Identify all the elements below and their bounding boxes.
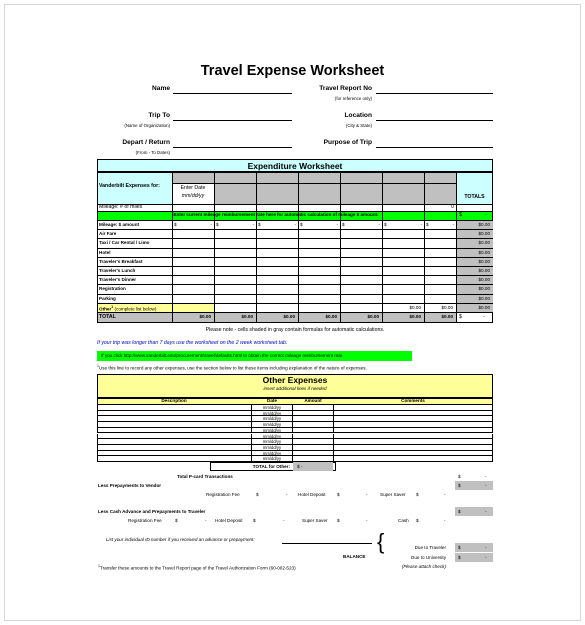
cash-dash: - [444,518,446,523]
due-traveler-dollar: $ [458,545,461,550]
row-total-value: $0.00 [478,240,490,246]
page-title: Travel Expense Worksheet [200,63,385,79]
grand-total-dash: - [483,314,485,320]
column-total-value: $0.00 [199,314,211,319]
prepay-hotel-dash: - [366,492,368,497]
depart-return-sub: (From - To Dates) [135,150,170,155]
other-total-value: $ - [297,464,303,469]
other-date-cell[interactable]: mm/dd/yy [251,451,293,457]
advance-registration-dollar: $ [175,518,178,523]
mileage-amount-cell: $ - [216,222,254,227]
advance-hotel-label: Hotel Deposit [215,518,243,523]
mileage-zero: 0 [451,204,454,210]
location-sub: (City & State) [345,123,372,128]
trip-to-label: Trip To [148,112,170,119]
enter-date-label: Enter Date [180,185,206,191]
other-date-cell[interactable]: mm/dd/yy [251,456,293,462]
due-university-dash: - [485,555,487,560]
other-date-cell[interactable]: mm/dd/yy [251,445,293,451]
advance-hotel-dash: - [283,518,285,523]
row-total-value: $0.00 [478,268,490,273]
pcard-dash: - [485,474,487,479]
travel-report-field[interactable] [376,93,493,94]
prepay-hotel-dollar: $ [337,492,340,497]
other-date-cell[interactable]: mm/dd/yy [251,405,293,411]
other-row-amount: $0.00 [409,304,421,310]
name-field[interactable] [173,93,292,94]
other-date-cell[interactable]: mm/dd/yy [251,411,293,417]
total-label: TOTAL [99,314,116,320]
column-total-value: $0.00 [283,314,295,319]
row-total-value: $0.00 [478,231,490,237]
prepay-saver-dash: - [444,492,446,497]
expenditure-worksheet [97,159,493,323]
prepay-hotel-label: Hotel Deposit [298,492,326,497]
expense-row-label: Hotel [99,249,111,255]
advance-dollar: $ [458,509,461,514]
date-header-cell[interactable] [256,183,298,204]
date-format-label: mm/dd/yy [181,193,205,199]
due-university-dollar: $ [458,555,461,560]
other-date-cell[interactable]: mm/dd/yy [251,422,293,428]
mileage-amount-cell: $ - [174,222,212,227]
col-amount: Amount [304,398,322,403]
due-university-label: Due to University [411,555,446,560]
expense-row-label: Other$^1$ (complete list below) [99,304,157,312]
prepay-dollar: $ [458,483,461,488]
travel-report-label: Travel Report No [319,85,372,92]
column-total-value: $0.00 [409,314,421,319]
column-total-value: $0.00 [441,314,453,319]
trip-to-field[interactable] [173,120,292,121]
date-header-cell[interactable] [382,183,424,204]
depart-return-label: Depart / Return [122,139,170,146]
cash-dollar: $ [416,518,419,523]
expense-row-label: Traveler's Breakfast [99,258,143,264]
mileage-miles-label: Mileage: # of miles [99,204,143,210]
column-total-value: $0.00 [367,314,379,319]
date-header-cell[interactable] [424,183,456,204]
expense-row-label: Traveler's Lunch [99,268,136,273]
name-label: Name [152,85,170,92]
grand-total-dollar: $ [459,314,462,320]
rate-dash: - [485,212,487,218]
depart-return-field[interactable] [173,147,292,148]
trip-to-sub: (Name of Organization) [124,123,170,128]
vanderbilt-label: Vanderbilt Expenses for: [99,183,160,189]
column-total-value: $0.00 [325,314,337,319]
row-total-value: $0.00 [478,277,490,283]
advance-hotel-dollar: $ [253,518,256,523]
advance-saver-dollar: $ [337,518,340,523]
pcard-label: Total P-card Transactions [177,474,233,479]
mileage-amount-cell: $ - [258,222,296,227]
location-label: Location [344,112,372,119]
id-field[interactable] [282,543,372,544]
col-description: Description [161,398,187,403]
transfer-note: $^1$Transfer these amounts to the Travel Report page of the Travel Authorization Form (60-002-523) [98,564,296,571]
row-total-value: $0.00 [478,286,490,292]
cash-advance-label: Less Cash Advance and Prepayments to Traveler [98,509,206,514]
mileage-amount-cell: $ - [300,222,338,227]
location-field[interactable] [376,120,493,121]
rate-dollar: $ [459,212,462,218]
row-total-value: $0.00 [478,295,490,301]
advance-saver-label: Super Saver [302,518,328,523]
prepay-saver-dollar: $ [416,492,419,497]
prepay-saver-label: Super Saver [380,492,406,497]
date-header-cell[interactable] [340,183,382,204]
balance-label: BALANCE [343,554,366,559]
advance-dash: - [485,509,487,514]
row-total-value: $0.00 [478,249,490,255]
expense-row-label: Mileage: $ amount [99,222,140,227]
due-traveler-dash: - [485,545,487,550]
other-footnote: $^1$Use this line to record any other expenses, use the section below to list these items including explanation of the nature of expenses. [97,364,367,371]
brace-icon: { [377,529,385,554]
due-traveler-label: Due to Traveler [414,545,446,550]
mileage-rate-link[interactable]: If you click http://www.vanderbilt.edu/procurement/travel/defaults.html to obtain the correct mileage reimbursement rate. [101,353,344,358]
expense-row-label: Taxi / Car Rental / Limo [99,240,150,246]
date-header-cell[interactable] [214,183,256,204]
other-expenses-subheading: insert additional lines if needed [263,386,327,391]
row-total-value: $0.00 [478,222,490,227]
other-date-cell[interactable]: mm/dd/yy [251,434,293,440]
pcard-dollar: $ [458,474,461,479]
other-date-cell[interactable]: mm/dd/yy [251,428,293,434]
expense-row-label: Registration [99,286,126,292]
row-total-value: $0.00 [478,304,490,310]
cash-label: Cash [398,518,409,523]
expenditure-heading: Expenditure Worksheet [97,159,493,172]
prepay-label: Less Prepayments to Vendor [98,483,162,488]
mileage-rate-bar: Enter current mileage reimbursement rate here for automatic calculation of mileage $ amount: [173,212,379,217]
totals-header: TOTALS [464,194,485,200]
advance-registration-label: Registration Fee [128,518,162,523]
purpose-label: Purpose of Trip [323,139,372,146]
expense-row-label: Traveler's Dinner [99,277,137,283]
prepay-registration-label: Registration Fee [206,492,240,497]
mileage-amount-cell: $ - [426,222,454,227]
mileage-amount-cell: $ - [342,222,380,227]
prepay-dash: - [485,483,487,488]
expense-row-label: Parking [99,295,116,301]
purpose-field[interactable] [376,147,493,148]
col-date: Date [267,398,277,403]
other-date-cell[interactable]: mm/dd/yy [251,439,293,445]
id-note: List your individual ID number if you received an advance or prepayment: [106,537,255,542]
other-total-label: TOTAL for Other: [252,464,290,469]
mileage-amount-cell: $ - [384,222,422,227]
attach-check-note: (Please attach check) [401,564,446,569]
prepay-registration-dash: - [286,492,288,497]
long-trip-note: If your trip was longer than 7 days use the worksheet on the 2 week worksheet tab. [97,340,288,346]
col-comments: Comments [401,398,425,403]
date-header-cell[interactable] [298,183,340,204]
other-date-cell[interactable]: mm/dd/yy [251,416,293,422]
travel-report-sub: (for reference only) [334,96,372,101]
column-total-value: $0.00 [241,314,253,319]
expense-row-label: Air Fare [99,231,117,237]
row-total-value: $0.00 [478,258,490,264]
prepay-registration-dollar: $ [256,492,259,497]
other-expenses-heading: Other Expenses [262,375,328,385]
advance-saver-dash: - [366,518,368,523]
other-row-amount: $0.00 [441,304,453,310]
advance-registration-dash: - [205,518,207,523]
gray-cells-note: Please note - cells shaded in gray contain formulas for automatic calculations. [205,327,385,333]
